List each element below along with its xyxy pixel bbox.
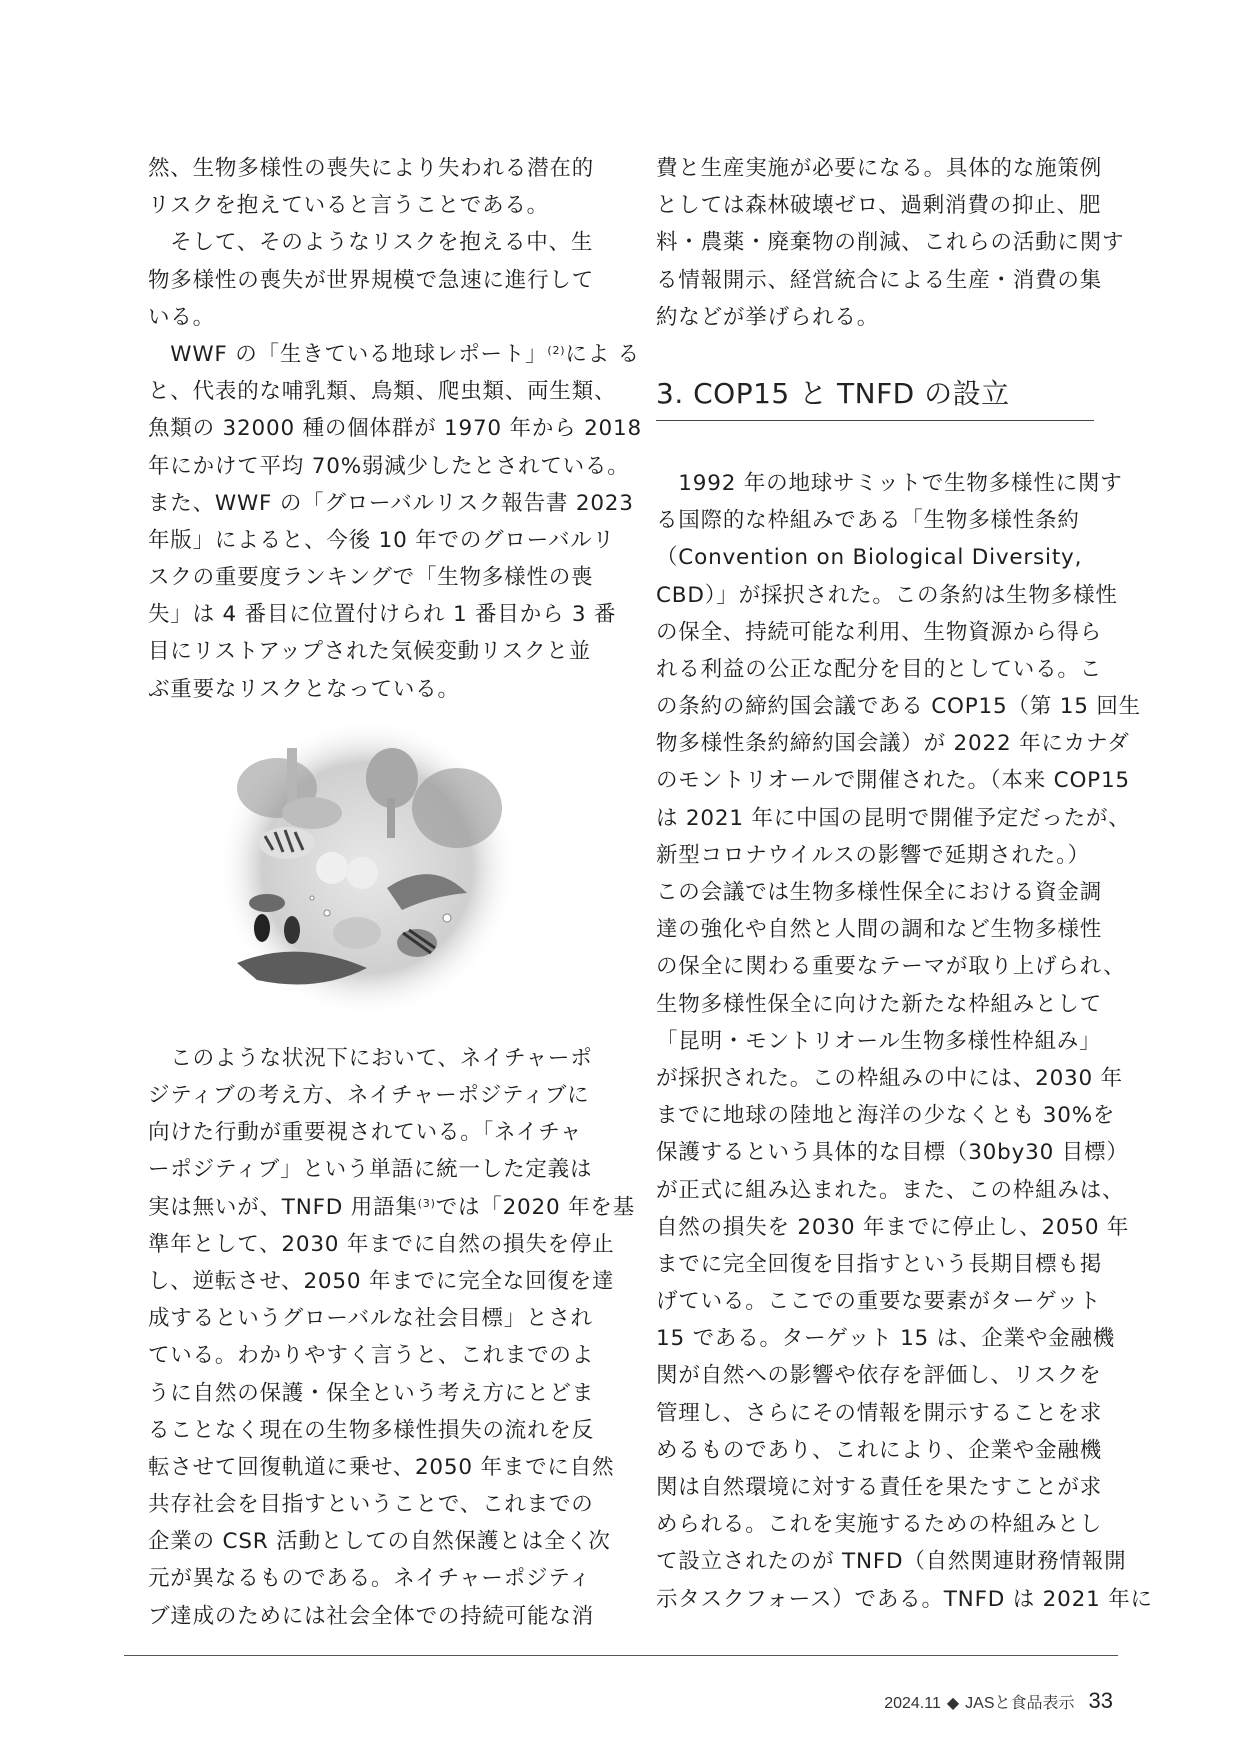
section-heading: 3. COP15 と TNFD の設立 xyxy=(656,368,1094,421)
right-column xyxy=(656,150,1153,1618)
text-line: ぶ重要なリスクとなっている。 xyxy=(148,676,460,702)
text-line: スクの重要度ランキングで「生物多様性の喪 xyxy=(148,565,594,591)
diamond-icon: ◆ xyxy=(946,1695,960,1712)
text-line: 示タスクフォース）である。TNFD は 2021 年に xyxy=(656,1586,1153,1612)
text-line: ている。わかりやすく言うと、これまでのよ xyxy=(148,1343,595,1369)
text-line: 年版」によると、今後 10 年でのグローバルリ xyxy=(148,527,615,553)
text-line: は 2021 年に中国の昆明で開催予定だったが、 xyxy=(656,805,1131,831)
text-line: て設立されたのが TNFD（自然関連財務情報開 xyxy=(656,1549,1127,1575)
text-line: ブ達成のためには社会全体での持続可能な消 xyxy=(148,1603,595,1629)
text-line: 新型コロナウイルスの影響で延期された。） xyxy=(656,842,1090,868)
text-line: 準年として、2030 年までに自然の損失を停止 xyxy=(148,1231,615,1257)
text-line: そして、そのようなリスクを抱える中、生 xyxy=(148,230,594,256)
text-line: 料・農薬・廃棄物の削減、これらの活動に関す xyxy=(656,230,1125,256)
text-line: 管理し、さらにその情報を開示することを求 xyxy=(656,1400,1103,1426)
footnote-ref-3: (3) xyxy=(417,1196,436,1210)
text-line: れる利益の公正な配分を目的としている。こ xyxy=(656,656,1103,682)
text-line: までに地球の陸地と海洋の少なくとも 30%を xyxy=(656,1103,1116,1129)
page-footer xyxy=(884,1688,1113,1714)
text-segment: 実は無いが、TNFD 用語集 xyxy=(148,1194,418,1220)
text-line: 関が自然への影響や依存を評価し、リスクを xyxy=(656,1363,1102,1389)
text-line: 共存社会を目指すということで、これまでの xyxy=(148,1492,594,1518)
text-line: の条約の締約国会議である COP15（第 15 回生 xyxy=(656,694,1141,720)
text-line: る情報開示、経営統合による生産・消費の集 xyxy=(656,267,1103,293)
left-column xyxy=(148,150,642,1635)
text-line: 目にリストアップされた気候変動リスクと並 xyxy=(148,639,591,665)
text-line-with-ref xyxy=(148,336,640,373)
text-line: 1992 年の地球サミットで生物多様性に関す xyxy=(656,470,1123,496)
text-line: までに完全回復を目指すという長期目標も掲 xyxy=(656,1251,1103,1277)
text-line: ることなく現在の生物多様性損失の流れを反 xyxy=(148,1417,595,1443)
text-line: うに自然の保護・保全という考え方にとどま xyxy=(148,1380,595,1406)
text-line: ーポジティブ」という単語に統一した定義は xyxy=(148,1157,593,1183)
text-line: 保護するという具体的な目標（30by30 目標） xyxy=(656,1140,1129,1166)
text-line: 成するというグローバルな社会目標」とされ xyxy=(148,1306,593,1332)
page-number: 33 xyxy=(1088,1688,1113,1713)
footnote-ref-2: (2) xyxy=(547,343,566,357)
text-line: 物多様性の喪失が世界規模で急速に進行して xyxy=(148,267,595,293)
footer-divider xyxy=(124,1655,1118,1656)
text-line: が採択された。この枠組みの中には、2030 年 xyxy=(656,1065,1123,1091)
text-line: る国際的な枠組みである「生物多様性条約 xyxy=(656,508,1080,534)
magazine-name: JASと食品表示 xyxy=(965,1695,1075,1712)
text-line: の保全に関わる重要なテーマが取り上げられ、 xyxy=(656,954,1126,980)
text-line: 魚類の 32000 種の個体群が 1970 年から 2018 xyxy=(148,416,642,442)
text-line: 年にかけて平均 70%弱減少したとされている。 xyxy=(148,453,630,479)
text-segment: では「2020 年を基 xyxy=(435,1194,636,1220)
text-line: 然、生物多様性の喪失により失われる潜在的 xyxy=(148,156,595,181)
text-line: 転させて回復軌道に乗せ、2050 年までに自然 xyxy=(148,1454,615,1480)
issue-date: 2024.11 xyxy=(884,1695,941,1712)
text-line: また、WWF の「グローバルリスク報告書 2023 xyxy=(148,490,634,516)
text-line: このような状況下において、ネイチャーポ xyxy=(148,1045,593,1071)
text-line: 生物多様性保全に向けた新たな枠組みとして xyxy=(656,991,1103,1017)
text-line: 向けた行動が重要視されている。「ネイチャ xyxy=(148,1120,583,1146)
text-line: CBD）」が採択された。この条約は生物多様性 xyxy=(656,582,1118,608)
text-line: 関は自然環境に対する責任を果たすことが求 xyxy=(656,1475,1103,1500)
text-line: められる。これを実施するための枠組みとし xyxy=(656,1512,1103,1538)
text-line: 達の強化や自然と人間の調和など生物多様性 xyxy=(656,917,1103,943)
text-line: いる。 xyxy=(148,304,215,330)
text-segment: WWF の「生きている地球レポート」 xyxy=(148,341,548,367)
text-line: リスクを抱えていると言うことである。 xyxy=(148,193,549,219)
text-line: 失」は 4 番目に位置付けられ 1 番目から 3 番 xyxy=(148,602,617,628)
text-line: この会議では生物多様性保全における資金調 xyxy=(656,880,1103,905)
text-line: 元が異なるものである。ネイチャーポジティ xyxy=(148,1566,592,1592)
text-line: のモントリオールで開催された。（本来 COP15 xyxy=(656,768,1130,794)
text-line: げている。ここでの重要な要素がターゲット xyxy=(656,1289,1102,1315)
text-line: が正式に組み込まれた。また、この枠組みは、 xyxy=(656,1177,1125,1203)
biodiversity-illustration xyxy=(217,718,517,1018)
text-segment: によ る xyxy=(565,341,640,367)
text-line: ジティブの考え方、ネイチャーポジティブに xyxy=(148,1083,590,1108)
text-line-with-ref xyxy=(148,1189,636,1226)
text-line: の保全、持続可能な利用、生物資源から得ら xyxy=(656,619,1103,645)
text-line: 費と生産実施が必要になる。具体的な施策例 xyxy=(656,156,1103,181)
text-line: 15 である。ターゲット 15 は、企業や金融機 xyxy=(656,1326,1116,1352)
text-line: 自然の損失を 2030 年までに停止し、2050 年 xyxy=(656,1214,1130,1240)
text-line: （Convention on Biological Diversity, xyxy=(656,545,1083,571)
text-line: 物多様性条約締約国会議）が 2022 年にカナダ xyxy=(656,731,1130,757)
text-line: 「昆明・モントリオール生物多様性枠組み」 xyxy=(656,1028,1102,1054)
text-line: し、逆転させ、2050 年までに完全な回復を達 xyxy=(148,1268,615,1294)
text-line: めるものであり、これにより、企業や金融機 xyxy=(656,1437,1103,1463)
text-line: 約などが挙げられる。 xyxy=(656,304,880,330)
text-line: 企業の CSR 活動としての自然保護とは全く次 xyxy=(148,1529,611,1555)
text-line: と、代表的な哺乳類、鳥類、爬虫類、両生類、 xyxy=(148,379,617,405)
text-line: としては森林破壊ゼロ、過剰消費の抑止、肥 xyxy=(656,193,1102,219)
